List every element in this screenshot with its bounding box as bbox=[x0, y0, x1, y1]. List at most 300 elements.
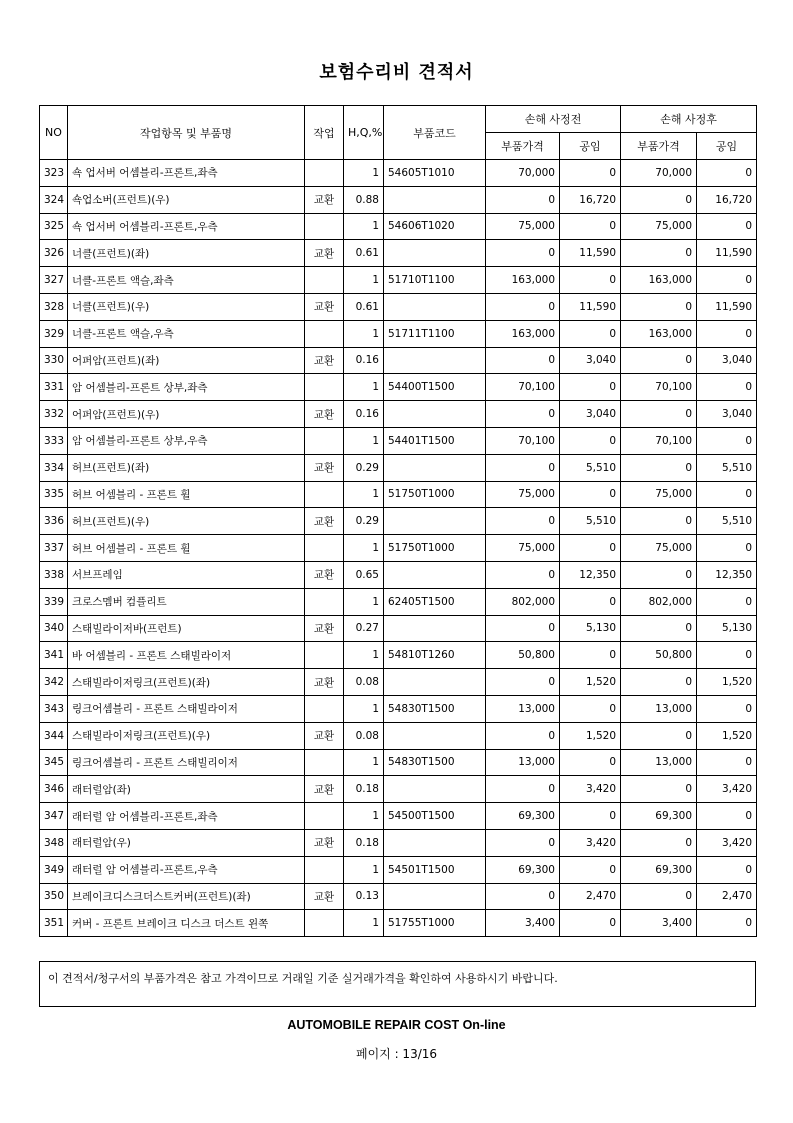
row-part-price-before: 3,400 bbox=[486, 910, 560, 937]
row-labor-after: 5,130 bbox=[697, 615, 757, 642]
row-part-price-after: 69,300 bbox=[621, 856, 697, 883]
row-part-price-after: 70,100 bbox=[621, 374, 697, 401]
row-part-code: 54501T1500 bbox=[384, 856, 486, 883]
row-work-type: 교환 bbox=[305, 561, 344, 588]
row-part-price-before: 0 bbox=[486, 401, 560, 428]
row-no: 348 bbox=[40, 829, 68, 856]
row-work-type: 교환 bbox=[305, 722, 344, 749]
row-part-price-before: 75,000 bbox=[486, 535, 560, 562]
row-no: 326 bbox=[40, 240, 68, 267]
row-labor-before: 0 bbox=[560, 642, 621, 669]
row-labor-before: 5,510 bbox=[560, 508, 621, 535]
row-labor-before: 0 bbox=[560, 213, 621, 240]
row-labor-after: 3,420 bbox=[697, 829, 757, 856]
row-part-code: 54500T1500 bbox=[384, 803, 486, 830]
row-hq: 1 bbox=[344, 213, 384, 240]
row-item-name: 어퍼암(프런트)(좌) bbox=[68, 347, 305, 374]
header-labor-before: 공임 bbox=[560, 133, 621, 160]
row-part-code: 54830T1500 bbox=[384, 695, 486, 722]
row-labor-before: 5,510 bbox=[560, 454, 621, 481]
row-no: 335 bbox=[40, 481, 68, 508]
row-hq: 1 bbox=[344, 588, 384, 615]
row-part-price-before: 13,000 bbox=[486, 695, 560, 722]
row-work-type: 교환 bbox=[305, 186, 344, 213]
row-part-price-before: 0 bbox=[486, 186, 560, 213]
table-row bbox=[40, 910, 757, 937]
row-part-code bbox=[384, 401, 486, 428]
row-item-name: 래터럴암(우) bbox=[68, 829, 305, 856]
row-part-price-before: 0 bbox=[486, 829, 560, 856]
row-labor-before: 11,590 bbox=[560, 240, 621, 267]
table-row bbox=[40, 722, 757, 749]
row-hq: 1 bbox=[344, 535, 384, 562]
table-row bbox=[40, 374, 757, 401]
row-no: 341 bbox=[40, 642, 68, 669]
row-hq: 1 bbox=[344, 803, 384, 830]
row-work-type: 교환 bbox=[305, 883, 344, 910]
row-hq: 0.18 bbox=[344, 776, 384, 803]
row-hq: 1 bbox=[344, 749, 384, 776]
row-labor-before: 0 bbox=[560, 160, 621, 187]
row-part-price-before: 0 bbox=[486, 240, 560, 267]
row-part-price-after: 3,400 bbox=[621, 910, 697, 937]
row-item-name: 커버 - 프론트 브레이크 디스크 더스트 왼쪽 bbox=[68, 910, 305, 937]
row-no: 327 bbox=[40, 267, 68, 294]
row-labor-after: 11,590 bbox=[697, 293, 757, 320]
row-labor-before: 0 bbox=[560, 374, 621, 401]
row-part-code bbox=[384, 776, 486, 803]
row-part-price-after: 163,000 bbox=[621, 320, 697, 347]
row-no: 332 bbox=[40, 401, 68, 428]
row-hq: 1 bbox=[344, 642, 384, 669]
table-row bbox=[40, 803, 757, 830]
row-no: 347 bbox=[40, 803, 68, 830]
row-part-price-before: 75,000 bbox=[486, 213, 560, 240]
table-body bbox=[40, 160, 757, 937]
estimate-table bbox=[39, 105, 757, 937]
row-hq: 0.29 bbox=[344, 508, 384, 535]
row-no: 333 bbox=[40, 427, 68, 454]
row-labor-before: 0 bbox=[560, 320, 621, 347]
row-part-code: 54810T1260 bbox=[384, 642, 486, 669]
row-item-name: 쇽 업서버 어셈블리-프론트,좌측 bbox=[68, 160, 305, 187]
row-part-code: 54830T1500 bbox=[384, 749, 486, 776]
row-part-price-after: 75,000 bbox=[621, 213, 697, 240]
row-item-name: 너클(프런트)(좌) bbox=[68, 240, 305, 267]
row-labor-after: 0 bbox=[697, 856, 757, 883]
row-labor-after: 12,350 bbox=[697, 561, 757, 588]
row-labor-after: 1,520 bbox=[697, 722, 757, 749]
row-no: 342 bbox=[40, 669, 68, 696]
row-no: 343 bbox=[40, 695, 68, 722]
row-hq: 0.16 bbox=[344, 401, 384, 428]
row-part-code bbox=[384, 722, 486, 749]
row-item-name: 허브(프런트)(우) bbox=[68, 508, 305, 535]
row-work-type bbox=[305, 535, 344, 562]
row-part-code bbox=[384, 669, 486, 696]
row-no: 336 bbox=[40, 508, 68, 535]
row-labor-after: 11,590 bbox=[697, 240, 757, 267]
row-labor-before: 0 bbox=[560, 427, 621, 454]
row-work-type bbox=[305, 320, 344, 347]
table-row bbox=[40, 401, 757, 428]
table-row bbox=[40, 454, 757, 481]
row-item-name: 래터럴 암 어셈블리-프론트,우측 bbox=[68, 856, 305, 883]
row-labor-before: 1,520 bbox=[560, 722, 621, 749]
row-hq: 1 bbox=[344, 374, 384, 401]
row-work-type: 교환 bbox=[305, 454, 344, 481]
row-work-type bbox=[305, 481, 344, 508]
row-work-type: 교환 bbox=[305, 615, 344, 642]
row-item-name: 어퍼암(프런트)(우) bbox=[68, 401, 305, 428]
row-part-code: 54400T1500 bbox=[384, 374, 486, 401]
header-item: 작업항목 및 부품명 bbox=[68, 106, 305, 160]
row-hq: 0.16 bbox=[344, 347, 384, 374]
row-part-price-before: 0 bbox=[486, 293, 560, 320]
row-part-code: 51750T1000 bbox=[384, 481, 486, 508]
row-item-name: 크로스멤버 컴플리트 bbox=[68, 588, 305, 615]
row-no: 324 bbox=[40, 186, 68, 213]
row-work-type bbox=[305, 695, 344, 722]
row-labor-after: 0 bbox=[697, 535, 757, 562]
row-item-name: 너클(프런트)(우) bbox=[68, 293, 305, 320]
row-part-price-after: 70,000 bbox=[621, 160, 697, 187]
row-labor-before: 0 bbox=[560, 803, 621, 830]
row-no: 349 bbox=[40, 856, 68, 883]
table-row bbox=[40, 347, 757, 374]
row-work-type: 교환 bbox=[305, 293, 344, 320]
row-hq: 1 bbox=[344, 267, 384, 294]
row-no: 323 bbox=[40, 160, 68, 187]
row-hq: 1 bbox=[344, 427, 384, 454]
row-labor-after: 0 bbox=[697, 267, 757, 294]
row-labor-after: 0 bbox=[697, 320, 757, 347]
row-work-type: 교환 bbox=[305, 240, 344, 267]
row-labor-before: 12,350 bbox=[560, 561, 621, 588]
row-labor-after: 1,520 bbox=[697, 669, 757, 696]
row-labor-after: 0 bbox=[697, 642, 757, 669]
row-work-type bbox=[305, 267, 344, 294]
row-no: 331 bbox=[40, 374, 68, 401]
row-part-price-after: 0 bbox=[621, 186, 697, 213]
row-labor-before: 0 bbox=[560, 910, 621, 937]
row-part-price-after: 0 bbox=[621, 722, 697, 749]
row-part-price-after: 70,100 bbox=[621, 427, 697, 454]
row-labor-before: 1,520 bbox=[560, 669, 621, 696]
row-work-type: 교환 bbox=[305, 776, 344, 803]
row-hq: 0.08 bbox=[344, 669, 384, 696]
row-part-price-before: 70,000 bbox=[486, 160, 560, 187]
row-labor-after: 2,470 bbox=[697, 883, 757, 910]
row-labor-before: 0 bbox=[560, 481, 621, 508]
row-hq: 0.65 bbox=[344, 561, 384, 588]
table-row bbox=[40, 642, 757, 669]
row-part-code: 51710T1100 bbox=[384, 267, 486, 294]
header-code: 부품코드 bbox=[384, 106, 486, 160]
row-part-code: 62405T1500 bbox=[384, 588, 486, 615]
row-item-name: 링크어셈블리 - 프론트 스태빌라이저 bbox=[68, 695, 305, 722]
row-part-code: 51750T1000 bbox=[384, 535, 486, 562]
row-part-price-after: 69,300 bbox=[621, 803, 697, 830]
row-part-code bbox=[384, 454, 486, 481]
row-no: 325 bbox=[40, 213, 68, 240]
row-part-price-after: 0 bbox=[621, 508, 697, 535]
row-no: 340 bbox=[40, 615, 68, 642]
row-item-name: 링크어셈블리 - 프론트 스태빌리이저 bbox=[68, 749, 305, 776]
table-row bbox=[40, 186, 757, 213]
row-labor-after: 5,510 bbox=[697, 454, 757, 481]
row-hq: 1 bbox=[344, 856, 384, 883]
table-row bbox=[40, 883, 757, 910]
row-item-name: 암 어셈블리-프론트 상부,좌측 bbox=[68, 374, 305, 401]
row-part-price-before: 50,800 bbox=[486, 642, 560, 669]
row-no: 344 bbox=[40, 722, 68, 749]
row-part-price-after: 0 bbox=[621, 615, 697, 642]
row-item-name: 서브프레임 bbox=[68, 561, 305, 588]
table-row bbox=[40, 267, 757, 294]
row-part-price-before: 163,000 bbox=[486, 320, 560, 347]
row-work-type bbox=[305, 588, 344, 615]
row-part-price-after: 13,000 bbox=[621, 695, 697, 722]
row-labor-before: 11,590 bbox=[560, 293, 621, 320]
row-item-name: 스태빌라이저링크(프런트)(좌) bbox=[68, 669, 305, 696]
header-hq: H,Q,% bbox=[344, 106, 384, 160]
table-row bbox=[40, 695, 757, 722]
row-no: 330 bbox=[40, 347, 68, 374]
table-row bbox=[40, 293, 757, 320]
row-labor-after: 3,420 bbox=[697, 776, 757, 803]
row-hq: 0.27 bbox=[344, 615, 384, 642]
row-part-price-before: 0 bbox=[486, 561, 560, 588]
row-hq: 1 bbox=[344, 695, 384, 722]
row-labor-after: 0 bbox=[697, 481, 757, 508]
row-hq: 1 bbox=[344, 160, 384, 187]
header-work: 작업 bbox=[305, 106, 344, 160]
row-part-code bbox=[384, 293, 486, 320]
row-part-code bbox=[384, 561, 486, 588]
row-part-code bbox=[384, 508, 486, 535]
row-part-price-before: 0 bbox=[486, 776, 560, 803]
table-row bbox=[40, 427, 757, 454]
row-item-name: 허브(프런트)(좌) bbox=[68, 454, 305, 481]
table-row bbox=[40, 535, 757, 562]
row-hq: 0.61 bbox=[344, 293, 384, 320]
row-part-price-after: 0 bbox=[621, 561, 697, 588]
row-labor-before: 0 bbox=[560, 695, 621, 722]
row-work-type: 교환 bbox=[305, 508, 344, 535]
row-work-type bbox=[305, 213, 344, 240]
row-labor-after: 0 bbox=[697, 374, 757, 401]
row-work-type bbox=[305, 910, 344, 937]
row-part-price-after: 0 bbox=[621, 776, 697, 803]
row-hq: 0.88 bbox=[344, 186, 384, 213]
row-work-type: 교환 bbox=[305, 829, 344, 856]
row-part-price-before: 69,300 bbox=[486, 803, 560, 830]
row-no: 351 bbox=[40, 910, 68, 937]
header-part-price-after: 부품가격 bbox=[621, 133, 697, 160]
header-part-price-before: 부품가격 bbox=[486, 133, 560, 160]
row-part-price-after: 0 bbox=[621, 240, 697, 267]
row-part-price-after: 0 bbox=[621, 401, 697, 428]
row-no: 337 bbox=[40, 535, 68, 562]
row-hq: 0.18 bbox=[344, 829, 384, 856]
row-labor-after: 0 bbox=[697, 803, 757, 830]
row-labor-before: 0 bbox=[560, 535, 621, 562]
row-work-type bbox=[305, 642, 344, 669]
table-row bbox=[40, 856, 757, 883]
header-before-adjustment: 손해 사정전 bbox=[486, 106, 621, 133]
row-part-price-after: 0 bbox=[621, 347, 697, 374]
table-row bbox=[40, 669, 757, 696]
row-part-price-before: 70,100 bbox=[486, 374, 560, 401]
row-labor-after: 0 bbox=[697, 427, 757, 454]
table-row bbox=[40, 829, 757, 856]
row-item-name: 너클-프론트 액슬,우측 bbox=[68, 320, 305, 347]
row-part-code: 51755T1000 bbox=[384, 910, 486, 937]
row-no: 338 bbox=[40, 561, 68, 588]
header-after-adjustment: 손해 사정후 bbox=[621, 106, 757, 133]
row-part-price-after: 802,000 bbox=[621, 588, 697, 615]
row-no: 339 bbox=[40, 588, 68, 615]
page-indicator: 페이지 : 13/16 bbox=[355, 1047, 438, 1061]
row-work-type bbox=[305, 803, 344, 830]
row-item-name: 너클-프론트 액슬,좌측 bbox=[68, 267, 305, 294]
row-labor-before: 3,420 bbox=[560, 776, 621, 803]
row-part-price-after: 0 bbox=[621, 883, 697, 910]
row-labor-after: 0 bbox=[697, 160, 757, 187]
row-part-code: 51711T1100 bbox=[384, 320, 486, 347]
row-item-name: 바 어셈블리 - 프론트 스태빌라이저 bbox=[68, 642, 305, 669]
row-item-name: 래터럴 암 어셈블리-프론트,좌측 bbox=[68, 803, 305, 830]
row-labor-after: 0 bbox=[697, 695, 757, 722]
document-title: 보험수리비 견적서 bbox=[319, 62, 474, 83]
row-labor-before: 0 bbox=[560, 267, 621, 294]
row-labor-before: 16,720 bbox=[560, 186, 621, 213]
table-row bbox=[40, 749, 757, 776]
row-work-type: 교환 bbox=[305, 401, 344, 428]
row-part-price-after: 50,800 bbox=[621, 642, 697, 669]
row-part-price-before: 0 bbox=[486, 669, 560, 696]
row-labor-before: 0 bbox=[560, 588, 621, 615]
row-labor-after: 3,040 bbox=[697, 347, 757, 374]
row-part-price-after: 0 bbox=[621, 829, 697, 856]
row-part-price-after: 75,000 bbox=[621, 535, 697, 562]
row-part-price-after: 0 bbox=[621, 669, 697, 696]
row-part-code bbox=[384, 883, 486, 910]
row-part-price-before: 75,000 bbox=[486, 481, 560, 508]
row-hq: 1 bbox=[344, 481, 384, 508]
row-hq: 0.13 bbox=[344, 883, 384, 910]
row-labor-after: 16,720 bbox=[697, 186, 757, 213]
row-item-name: 브레이크디스크더스트커버(프런트)(좌) bbox=[68, 883, 305, 910]
row-no: 345 bbox=[40, 749, 68, 776]
row-hq: 0.29 bbox=[344, 454, 384, 481]
row-labor-after: 3,040 bbox=[697, 401, 757, 428]
row-labor-before: 2,470 bbox=[560, 883, 621, 910]
row-part-code: 54606T1020 bbox=[384, 213, 486, 240]
row-item-name: 허브 어셈블리 - 프론트 휠 bbox=[68, 535, 305, 562]
row-part-price-before: 69,300 bbox=[486, 856, 560, 883]
row-item-name: 허브 어셈블리 - 프론트 휠 bbox=[68, 481, 305, 508]
row-labor-after: 0 bbox=[697, 910, 757, 937]
row-hq: 1 bbox=[344, 910, 384, 937]
row-item-name: 래터럴암(좌) bbox=[68, 776, 305, 803]
row-labor-after: 0 bbox=[697, 213, 757, 240]
row-work-type bbox=[305, 856, 344, 883]
row-item-name: 암 어셈블리-프론트 상부,우측 bbox=[68, 427, 305, 454]
row-part-price-before: 0 bbox=[486, 883, 560, 910]
row-labor-before: 5,130 bbox=[560, 615, 621, 642]
row-labor-before: 3,040 bbox=[560, 347, 621, 374]
table-row bbox=[40, 561, 757, 588]
row-part-price-before: 163,000 bbox=[486, 267, 560, 294]
row-part-price-before: 802,000 bbox=[486, 588, 560, 615]
row-part-code bbox=[384, 347, 486, 374]
table-row bbox=[40, 508, 757, 535]
row-labor-before: 3,040 bbox=[560, 401, 621, 428]
row-hq: 0.08 bbox=[344, 722, 384, 749]
table-row bbox=[40, 160, 757, 187]
table-row bbox=[40, 615, 757, 642]
row-no: 334 bbox=[40, 454, 68, 481]
price-notice: 이 견적서/청구서의 부품가격은 참고 가격이므로 거래일 기준 실거래가격을 확인하여 사용하시기 바랍니다. bbox=[39, 961, 756, 1007]
row-no: 346 bbox=[40, 776, 68, 803]
row-part-price-before: 70,100 bbox=[486, 427, 560, 454]
row-part-code bbox=[384, 186, 486, 213]
row-no: 329 bbox=[40, 320, 68, 347]
footer-brand: AUTOMOBILE REPAIR COST On-line bbox=[287, 1018, 506, 1032]
table-row bbox=[40, 776, 757, 803]
row-work-type bbox=[305, 374, 344, 401]
row-labor-after: 5,510 bbox=[697, 508, 757, 535]
row-work-type: 교환 bbox=[305, 347, 344, 374]
row-part-price-after: 13,000 bbox=[621, 749, 697, 776]
row-no: 328 bbox=[40, 293, 68, 320]
row-work-type bbox=[305, 749, 344, 776]
row-part-price-before: 0 bbox=[486, 508, 560, 535]
row-hq: 0.61 bbox=[344, 240, 384, 267]
row-work-type bbox=[305, 427, 344, 454]
table-row bbox=[40, 481, 757, 508]
row-labor-before: 3,420 bbox=[560, 829, 621, 856]
row-part-price-before: 13,000 bbox=[486, 749, 560, 776]
row-labor-before: 0 bbox=[560, 856, 621, 883]
row-part-price-after: 0 bbox=[621, 454, 697, 481]
row-item-name: 쇽업소버(프런트)(우) bbox=[68, 186, 305, 213]
row-item-name: 스태빌라이저링크(프런트)(우) bbox=[68, 722, 305, 749]
row-labor-after: 0 bbox=[697, 588, 757, 615]
row-part-code bbox=[384, 615, 486, 642]
row-part-code bbox=[384, 829, 486, 856]
row-labor-before: 0 bbox=[560, 749, 621, 776]
table-row bbox=[40, 213, 757, 240]
row-part-price-after: 75,000 bbox=[621, 481, 697, 508]
row-part-price-after: 0 bbox=[621, 293, 697, 320]
row-part-price-after: 163,000 bbox=[621, 267, 697, 294]
row-part-price-before: 0 bbox=[486, 454, 560, 481]
header-labor-after: 공임 bbox=[697, 133, 757, 160]
row-part-price-before: 0 bbox=[486, 615, 560, 642]
row-part-price-before: 0 bbox=[486, 722, 560, 749]
row-work-type bbox=[305, 160, 344, 187]
row-part-code: 54605T1010 bbox=[384, 160, 486, 187]
row-item-name: 스태빌라이저바(프런트) bbox=[68, 615, 305, 642]
table-row bbox=[40, 320, 757, 347]
row-part-price-before: 0 bbox=[486, 347, 560, 374]
row-part-code bbox=[384, 240, 486, 267]
row-part-code: 54401T1500 bbox=[384, 427, 486, 454]
row-hq: 1 bbox=[344, 320, 384, 347]
